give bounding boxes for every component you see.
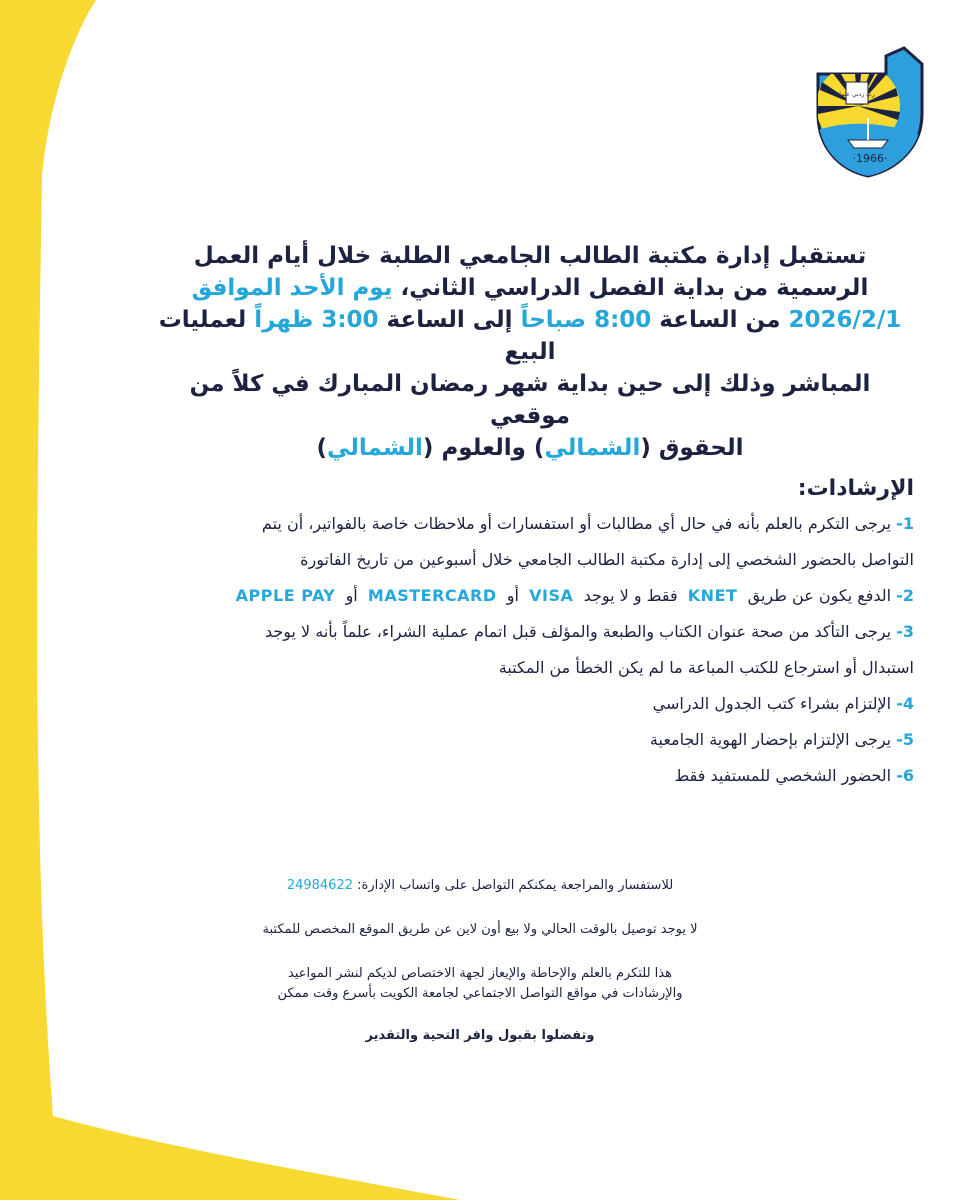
highlight-north-2: الشمالي <box>327 435 423 461</box>
logo-year: ·1966· <box>852 152 888 165</box>
closing-line: وتفضلوا بقبول وافر التحية والتقدير <box>365 1028 595 1043</box>
instruction-item-4: 4- الإلتزام بشراء كتب الجدول الدراسي <box>652 694 914 713</box>
instruction-item-5: 5- يرجى الإلتزام بإحضار الهوية الجامعية <box>649 730 914 749</box>
highlight-start-time: 8:00 صباحاً <box>520 307 652 333</box>
payment-visa: VISA <box>529 586 574 605</box>
instruction-item-1-line-2: التواصل بالحضور الشخصي إلى إدارة مكتبة الطالب الجامعي خلال أسبوعين من تاريخ الفاتورة <box>300 550 914 569</box>
contact-line: للاستفسار والمراجعة يمكنكم التواصل على واتساب الإدارة: 24984622 <box>286 878 674 893</box>
payment-knet: KNET <box>687 586 738 605</box>
highlight-date: 2026/2/1 <box>788 307 902 333</box>
notice-line-1: هذا للتكرم بالعلم والإحاطة والإيعاز لجهة الاختصاص لديكم لنشر المواعيد <box>288 966 672 981</box>
headline-line-1: تستقبل إدارة مكتبة الطالب الجامعي الطلبة خلال أيام العمل <box>193 243 867 269</box>
headline-line-3: 2026/2/1 من الساعة 8:00 صباحاً إلى الساعة 3:00 ظهراً لعمليات البيع <box>158 307 902 365</box>
logo-motto: رب زدني علما <box>839 91 875 98</box>
highlight-north-1: الشمالي <box>544 435 641 461</box>
whatsapp-number: 24984622 <box>286 878 353 893</box>
headline-line-5: الحقوق (الشمالي) والعلوم (الشمالي) <box>316 435 744 461</box>
delivery-note: لا يوجد توصيل بالوقت الحالي ولا بيع أون لاين عن طريق الموقع المخصص للمكتبة <box>262 922 698 937</box>
headline-line-2: الرسمية من بداية الفصل الدراسي الثاني، يوم الأحد الموافق <box>191 275 869 301</box>
instruction-item-3-line-1: 3- يرجى التأكد من صحة عنوان الكتاب والطبعة والمؤلف قبل اتمام عملية الشراء، علماً بأنه لا يوجد <box>264 622 914 641</box>
headline <box>150 240 910 464</box>
payment-applepay: APPLE PAY <box>235 586 336 605</box>
instruction-item-3-line-2: استبدال أو استرجاع للكتب المباعة ما لم يكن الخطأ من المكتبة <box>498 658 914 677</box>
notice-line-2: والإرشادات في مواقع التواصل الاجتماعي لجامعة الكويت بأسرع وقت ممكن <box>277 986 683 1001</box>
instruction-item-6: 6- الحضور الشخصي للمستفيد فقط <box>674 766 914 785</box>
instruction-item-1-line-1: 1- يرجى التكرم بالعلم بأنه في حال أي مطالبات أو استفسارات أو ملاحظات خاصة بالفواتير، أن يتم <box>261 514 914 533</box>
instructions-title: الإرشادات: <box>797 476 914 501</box>
headline-line-4: المباشر وذلك إلى حين بداية شهر رمضان المبارك في كلاً من موقعي <box>189 371 871 429</box>
payment-mastercard: MASTERCARD <box>367 586 497 605</box>
highlight-end-time: 3:00 ظهراً <box>254 307 379 333</box>
instruction-item-2: 2- الدفع يكون عن طريق KNET فقط و لا يوجد VISA أو MASTERCARD أو APPLE PAY <box>235 586 914 605</box>
highlight-day: يوم الأحد الموافق <box>191 275 393 301</box>
